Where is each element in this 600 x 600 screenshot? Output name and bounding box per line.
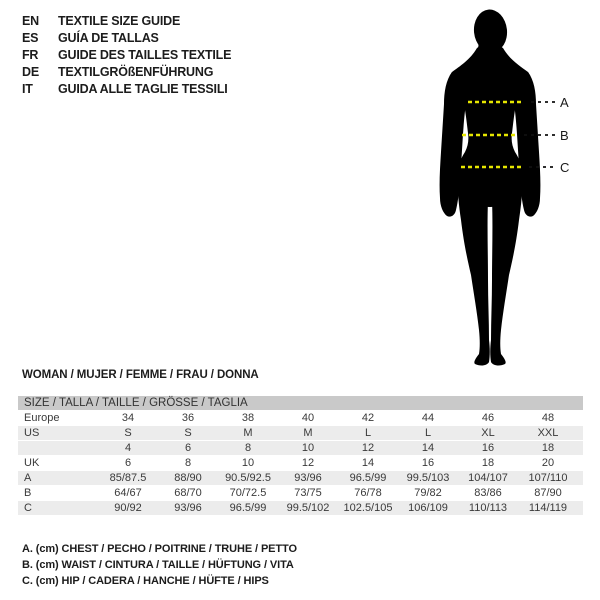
table-row-chest-a — [18, 471, 583, 486]
lang-row-de — [22, 64, 231, 81]
cell: 10 — [241, 457, 255, 469]
cell: 14 — [361, 457, 375, 469]
cell: L — [364, 427, 372, 439]
legend-hip: C. (cm) HIP / CADERA / HANCHE / HÜFTE / HIPS — [22, 575, 269, 587]
table-row-europe — [18, 411, 583, 426]
lang-code: IT — [22, 82, 33, 96]
table-row-us-letter — [18, 426, 583, 441]
lang-title: GUIDE DES TAILLES TEXTILE — [58, 48, 232, 62]
lang-code: FR — [22, 48, 39, 62]
lang-code: EN — [22, 14, 39, 28]
cell: 93/96 — [174, 502, 202, 514]
row-label: C — [24, 502, 32, 514]
row-label: B — [24, 487, 32, 499]
cell: 46 — [481, 412, 495, 424]
cell: 8 — [184, 457, 192, 469]
cell: 114/119 — [528, 502, 568, 514]
cell: 12 — [301, 457, 315, 469]
marker-label-a: A — [560, 95, 569, 110]
cell: 83/86 — [474, 487, 502, 499]
lang-title: GUIDA ALLE TAGLIE TESSILI — [58, 82, 228, 96]
cell: 38 — [241, 412, 255, 424]
cell: 64/67 — [114, 487, 142, 499]
cell: S — [124, 427, 132, 439]
cell: 99.5/102 — [286, 502, 330, 514]
cell: 90.5/92.5 — [225, 472, 271, 484]
cell: 40 — [301, 412, 315, 424]
cell: 36 — [181, 412, 195, 424]
cell: 16 — [421, 457, 435, 469]
cell: 102.5/105 — [343, 502, 393, 514]
cell: 6 — [184, 442, 192, 454]
woman-silhouette-figure — [420, 6, 570, 370]
cell: 73/75 — [294, 487, 322, 499]
lang-row-it — [22, 81, 231, 98]
table-row-waist-b — [18, 486, 583, 501]
row-label: UK — [24, 457, 40, 469]
cell: 48 — [541, 412, 555, 424]
section-title: WOMAN / MUJER / FEMME / FRAU / DONNA — [22, 369, 259, 381]
language-header — [22, 13, 231, 98]
cell: 16 — [481, 442, 495, 454]
row-label: Europe — [24, 412, 60, 424]
lang-title: TEXTILGRÖßENFÜHRUNG — [58, 65, 214, 79]
cell: 6 — [124, 457, 132, 469]
cell: 93/96 — [294, 472, 322, 484]
cell: 34 — [121, 412, 135, 424]
cell: 85/87.5 — [109, 472, 147, 484]
cell: 42 — [361, 412, 375, 424]
legend-waist: B. (cm) WAIST / CINTURA / TAILLE / HÜFTUNG / VITA — [22, 559, 294, 571]
row-label: A — [24, 472, 32, 484]
cell: 8 — [244, 442, 252, 454]
cell: 20 — [541, 457, 555, 469]
cell: 96.5/99 — [229, 502, 267, 514]
cell: 76/78 — [354, 487, 382, 499]
cell: 44 — [421, 412, 435, 424]
cell: 90/92 — [114, 502, 142, 514]
lang-row-en — [22, 13, 231, 30]
row-label — [18, 441, 98, 455]
cell: 14 — [421, 442, 435, 454]
lang-row-fr — [22, 47, 231, 64]
marker-label-b: B — [560, 128, 569, 143]
cell: 96.5/99 — [349, 472, 387, 484]
cell: 4 — [124, 442, 132, 454]
cell: 68/70 — [174, 487, 202, 499]
cell: 18 — [541, 442, 555, 454]
legend-chest: A. (cm) CHEST / PECHO / POITRINE / TRUHE / PETTO — [22, 543, 297, 555]
cell: M — [303, 427, 313, 439]
lang-title: TEXTILE SIZE GUIDE — [58, 14, 181, 28]
woman-body-shape — [440, 8, 541, 366]
cell: L — [424, 427, 432, 439]
cell: 107/110 — [528, 472, 568, 484]
cell: 106/109 — [408, 502, 448, 514]
marker-label-c: C — [560, 160, 570, 175]
table-row-us-number — [18, 441, 583, 456]
cell: 70/72.5 — [229, 487, 267, 499]
measurement-legend — [22, 541, 297, 589]
table-row-hip-c — [18, 501, 583, 516]
size-table — [18, 396, 583, 516]
cell: 12 — [361, 442, 375, 454]
lang-code: DE — [22, 65, 39, 79]
cell: S — [184, 427, 192, 439]
cell: 110/113 — [468, 502, 508, 514]
cell: 88/90 — [174, 472, 202, 484]
cell: 99.5/103 — [406, 472, 450, 484]
cell: XXL — [537, 427, 559, 439]
cell: M — [243, 427, 253, 439]
cell: 18 — [481, 457, 495, 469]
table-row-uk — [18, 456, 583, 471]
lang-row-es — [22, 30, 231, 47]
lang-code: ES — [22, 31, 39, 45]
cell: XL — [481, 427, 495, 439]
lang-title: GUÍA DE TALLAS — [58, 31, 159, 45]
row-label: US — [24, 427, 40, 439]
cell: 10 — [301, 442, 315, 454]
cell: 87/90 — [534, 487, 562, 499]
size-table-header: SIZE / TALLA / TAILLE / GRÖSSE / TAGLIA — [18, 396, 583, 411]
cell: 104/107 — [468, 472, 508, 484]
cell: 79/82 — [414, 487, 442, 499]
